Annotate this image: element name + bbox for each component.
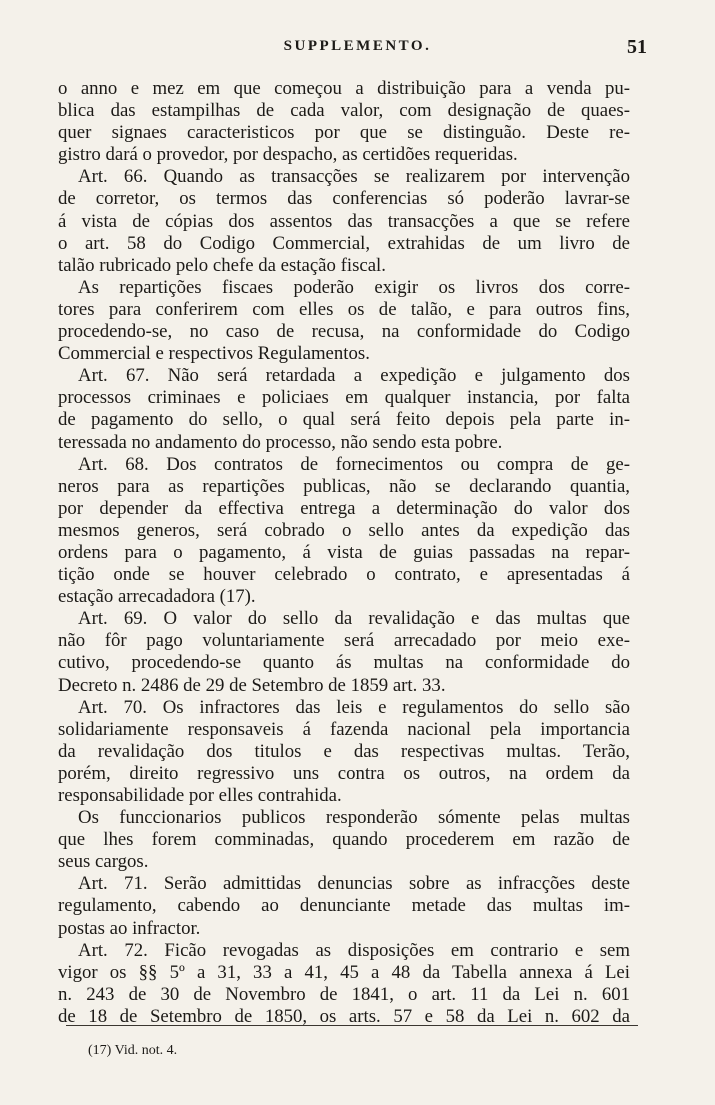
text-line: o art. 58 do Codigo Commercial, extrahidas de um livro de (58, 232, 630, 254)
text-line: gistro dará o provedor, por despacho, as certidões requeridas. (58, 144, 518, 166)
body-text (58, 78, 630, 1028)
text-line: de corretor, os termos das conferencias só poderão lavrar-se (58, 188, 630, 210)
text-line: por depender da effectiva entrega a determinação do valor dos (58, 497, 630, 519)
running-head (0, 38, 715, 62)
text-line: procedendo-se, no caso de recusa, na conformidade do Codigo (58, 321, 630, 343)
text-line: de 18 de Setembro de 1850, os arts. 57 e 58 da Lei n. 602 da (58, 1005, 630, 1027)
text-line: estação arrecadadora (17). (58, 586, 256, 608)
text-line: Art. 66. Quando as transacções se realizarem por intervenção (78, 166, 630, 188)
footnote-divider (66, 1025, 638, 1026)
text-line: Art. 67. Não será retardada a expedição e julgamento dos (78, 365, 630, 387)
text-line: de pagamento do sello, o qual será feito depois pela parte in- (58, 409, 630, 431)
text-line: regulamento, cabendo ao denunciante metade das multas im- (58, 895, 630, 917)
text-line: á vista de cópias dos assentos das transacções a que se refere (58, 210, 630, 232)
text-line: não fôr pago voluntariamente será arrecadado por meio exe- (58, 630, 630, 652)
text-line: Art. 70. Os infractores das leis e regulamentos do sello são (78, 696, 630, 718)
text-line: Art. 72. Ficão revogadas as disposições em contrario e sem (78, 939, 630, 961)
text-line: talão rubricado pelo chefe da estação fiscal. (58, 254, 386, 276)
text-line: mesmos generos, será cobrado o sello antes da expedição das (58, 519, 630, 541)
text-line: processos criminaes e policiaes em qualquer instancia, por falta (58, 387, 630, 409)
text-line: quer signaes caracteristicos por que se distinguão. Deste re- (58, 122, 630, 144)
text-line: ordens para o pagamento, á vista de guias passadas na repar- (58, 541, 630, 563)
text-line: Art. 69. O valor do sello da revalidação e das multas que (78, 608, 630, 630)
text-line: que lhes forem comminadas, quando procederem em razão de (58, 829, 630, 851)
text-line: Decreto n. 2486 de 29 de Setembro de 1859 art. 33. (58, 674, 446, 696)
text-line: neros para as repartições publicas, não se declarando quantia, (58, 475, 630, 497)
text-line: o anno e mez em que começou a distribuição para a venda pu- (58, 78, 630, 99)
text-line: Art. 71. Serão admittidas denuncias sobre as infracções deste (78, 873, 630, 895)
text-line: solidariamente responsaveis á fazenda nacional pela importancia (58, 718, 630, 740)
text-line: responsabilidade por elles contrahida. (58, 785, 342, 806)
text-line: seus cargos. (58, 851, 149, 873)
text-line: teressada no andamento do processo, não sendo esta pobre. (58, 431, 503, 453)
footnote: (17) Vid. not. 4. (88, 1043, 178, 1058)
text-line: Art. 68. Dos contratos de fornecimentos ou compra de ge- (78, 453, 630, 475)
text-line: n. 243 de 30 de Novembro de 1841, o art. 11 da Lei n. 601 (58, 983, 630, 1005)
text-line: vigor os §§ 5º a 31, 33 a 41, 45 a 48 da Tabella annexa á Lei (58, 961, 630, 983)
text-line: blica das estampilhas de cada valor, com designação de quaes- (58, 100, 630, 122)
running-title: SUPPLEMENTO. (283, 38, 432, 54)
text-line: Os funccionarios publicos responderão sómente pelas multas (78, 807, 630, 829)
text-line: cutivo, procedendo-se quanto ás multas na conformidade do (58, 652, 630, 674)
text-line: As repartições fiscaes poderão exigir os livros dos corre- (78, 276, 630, 298)
text-line: porém, direito regressivo uns contra os outros, na ordem da (58, 762, 630, 784)
text-line: postas ao infractor. (58, 917, 201, 939)
text-line: Commercial e respectivos Regulamentos. (58, 343, 370, 365)
text-line: tição onde se houver celebrado o contrato, e apresentadas á (58, 564, 630, 586)
page-number: 51 (627, 36, 647, 58)
text-line: da revalidação dos titulos e das respectivas multas. Terão, (58, 740, 630, 762)
text-line: tores para conferirem com elles os de talão, e para outros fins, (58, 298, 630, 320)
